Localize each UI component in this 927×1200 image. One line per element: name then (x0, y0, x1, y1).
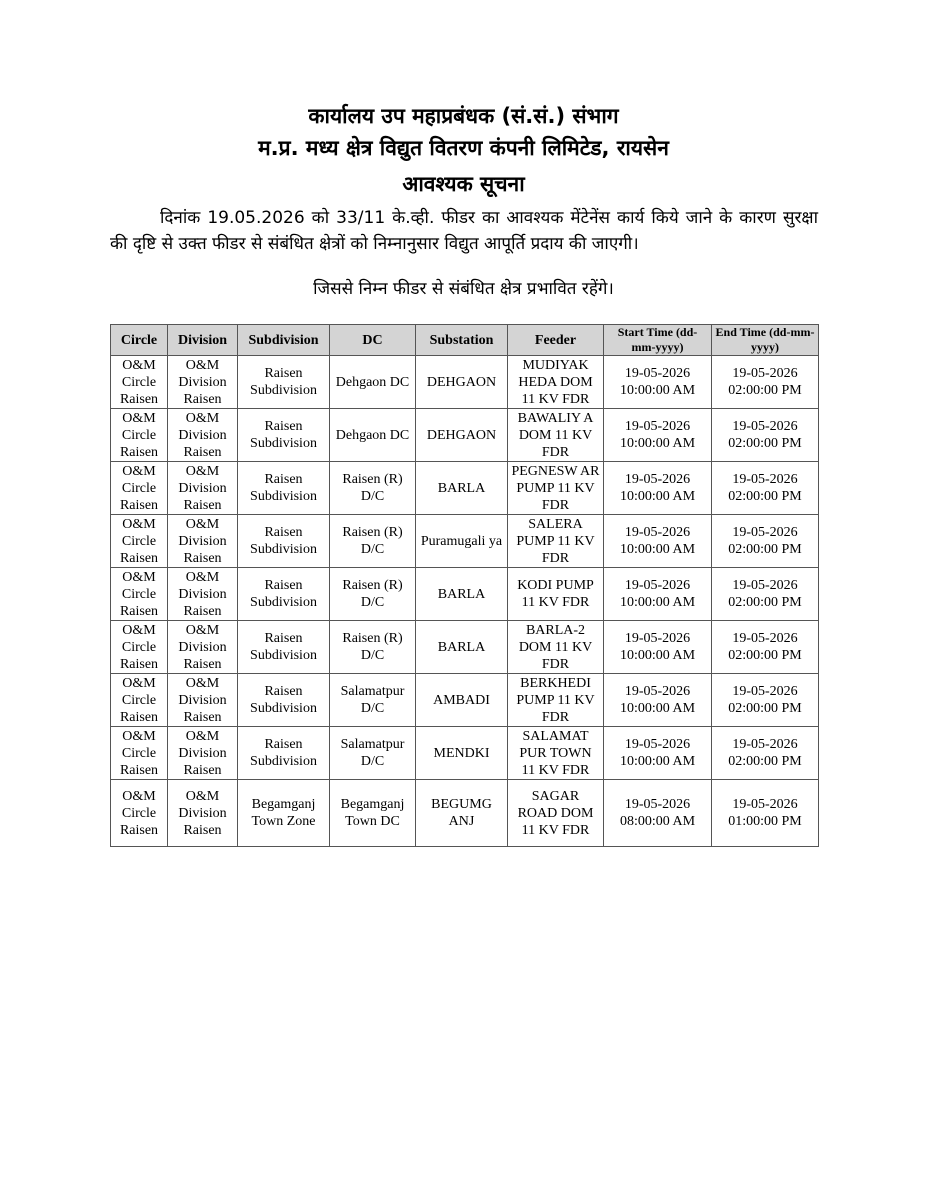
company-title: म.प्र. मध्य क्षेत्र विद्युत वितरण कंपनी लिमिटेड, रायसेन (258, 136, 669, 160)
letterhead (0, 100, 927, 164)
table-row (111, 674, 819, 727)
cell-subdivision: Raisen Subdivision (238, 409, 330, 462)
header-end-time: End Time (dd-mm-yyyy) (712, 325, 819, 356)
table-row (111, 621, 819, 674)
cell-division: O&M Division Raisen (168, 568, 238, 621)
cell-start-time: 19-05-2026 10:00:00 AM (604, 462, 712, 515)
cell-subdivision: Raisen Subdivision (238, 462, 330, 515)
cell-division: O&M Division Raisen (168, 674, 238, 727)
table-header-row (111, 325, 819, 356)
cell-end-time: 19-05-2026 02:00:00 PM (712, 568, 819, 621)
cell-dc: Raisen (R) D/C (330, 462, 416, 515)
office-title: कार्यालय उप महाप्रबंधक (सं.सं.) संभाग (308, 104, 619, 128)
cell-substation: AMBADI (416, 674, 508, 727)
cell-feeder: SALERA PUMP 11 KV FDR (508, 515, 604, 568)
cell-subdivision: Raisen Subdivision (238, 621, 330, 674)
cell-end-time: 19-05-2026 02:00:00 PM (712, 727, 819, 780)
header-feeder: Feeder (508, 325, 604, 356)
cell-feeder: BAWALIY A DOM 11 KV FDR (508, 409, 604, 462)
cell-start-time: 19-05-2026 08:00:00 AM (604, 780, 712, 847)
table-row (111, 568, 819, 621)
cell-dc: Raisen (R) D/C (330, 621, 416, 674)
cell-subdivision: Begamganj Town Zone (238, 780, 330, 847)
cell-dc: Begamganj Town DC (330, 780, 416, 847)
cell-dc: Raisen (R) D/C (330, 568, 416, 621)
cell-division: O&M Division Raisen (168, 462, 238, 515)
cell-end-time: 19-05-2026 02:00:00 PM (712, 515, 819, 568)
cell-end-time: 19-05-2026 01:00:00 PM (712, 780, 819, 847)
cell-substation: DEHGAON (416, 356, 508, 409)
cell-circle: O&M Circle Raisen (111, 780, 168, 847)
header-start-time: Start Time (dd-mm-yyyy) (604, 325, 712, 356)
cell-circle: O&M Circle Raisen (111, 356, 168, 409)
cell-division: O&M Division Raisen (168, 621, 238, 674)
cell-end-time: 19-05-2026 02:00:00 PM (712, 356, 819, 409)
cell-substation: DEHGAON (416, 409, 508, 462)
shutdown-schedule-table (110, 324, 819, 847)
cell-substation: Puramugali ya (416, 515, 508, 568)
cell-substation: BARLA (416, 621, 508, 674)
cell-end-time: 19-05-2026 02:00:00 PM (712, 674, 819, 727)
cell-subdivision: Raisen Subdivision (238, 356, 330, 409)
cell-feeder: MUDIYAK HEDA DOM 11 KV FDR (508, 356, 604, 409)
cell-start-time: 19-05-2026 10:00:00 AM (604, 515, 712, 568)
table-row (111, 409, 819, 462)
cell-dc: Dehgaon DC (330, 356, 416, 409)
cell-circle: O&M Circle Raisen (111, 515, 168, 568)
cell-feeder: BERKHEDI PUMP 11 KV FDR (508, 674, 604, 727)
cell-start-time: 19-05-2026 10:00:00 AM (604, 727, 712, 780)
header-subdivision: Subdivision (238, 325, 330, 356)
cell-division: O&M Division Raisen (168, 727, 238, 780)
cell-end-time: 19-05-2026 02:00:00 PM (712, 409, 819, 462)
cell-start-time: 19-05-2026 10:00:00 AM (604, 568, 712, 621)
cell-start-time: 19-05-2026 10:00:00 AM (604, 356, 712, 409)
cell-feeder: KODI PUMP 11 KV FDR (508, 568, 604, 621)
cell-circle: O&M Circle Raisen (111, 409, 168, 462)
cell-dc: Salamatpur D/C (330, 727, 416, 780)
cell-end-time: 19-05-2026 02:00:00 PM (712, 462, 819, 515)
table-row (111, 356, 819, 409)
header-circle: Circle (111, 325, 168, 356)
header-division: Division (168, 325, 238, 356)
header-substation: Substation (416, 325, 508, 356)
header-dc: DC (330, 325, 416, 356)
cell-dc: Salamatpur D/C (330, 674, 416, 727)
cell-feeder: PEGNESW AR PUMP 11 KV FDR (508, 462, 604, 515)
cell-circle: O&M Circle Raisen (111, 674, 168, 727)
cell-division: O&M Division Raisen (168, 780, 238, 847)
cell-substation: BARLA (416, 568, 508, 621)
notice-paragraph: दिनांक 19.05.2026 को 33/11 के.व्ही. फीडर का आवश्यक मेंटेनेंस कार्य किये जाने के कारण सुरक्षा की दृष्टि से उक्त फीडर से संबंधित क्षेत्रों को निम्नानुसार विद्युत आपूर्ति प्रदाय की जाएगी। (110, 208, 818, 254)
table-row (111, 515, 819, 568)
cell-subdivision: Raisen Subdivision (238, 674, 330, 727)
cell-feeder: SAGAR ROAD DOM 11 KV FDR (508, 780, 604, 847)
cell-dc: Dehgaon DC (330, 409, 416, 462)
cell-feeder: BARLA-2 DOM 11 KV FDR (508, 621, 604, 674)
cell-subdivision: Raisen Subdivision (238, 568, 330, 621)
table-row (111, 727, 819, 780)
cell-substation: BARLA (416, 462, 508, 515)
cell-start-time: 19-05-2026 10:00:00 AM (604, 674, 712, 727)
cell-circle: O&M Circle Raisen (111, 621, 168, 674)
cell-start-time: 19-05-2026 10:00:00 AM (604, 621, 712, 674)
cell-substation: BEGUMG ANJ (416, 780, 508, 847)
cell-end-time: 19-05-2026 02:00:00 PM (712, 621, 819, 674)
cell-division: O&M Division Raisen (168, 356, 238, 409)
cell-circle: O&M Circle Raisen (111, 462, 168, 515)
affected-areas-line: जिससे निम्न फीडर से संबंधित क्षेत्र प्रभावित रहेंगे। (313, 279, 614, 299)
cell-start-time: 19-05-2026 10:00:00 AM (604, 409, 712, 462)
notice-title: आवश्यक सूचना (402, 172, 525, 196)
cell-substation: MENDKI (416, 727, 508, 780)
cell-subdivision: Raisen Subdivision (238, 515, 330, 568)
cell-dc: Raisen (R) D/C (330, 515, 416, 568)
table-row (111, 780, 819, 847)
cell-circle: O&M Circle Raisen (111, 568, 168, 621)
cell-division: O&M Division Raisen (168, 409, 238, 462)
table-row (111, 462, 819, 515)
cell-feeder: SALAMAT PUR TOWN 11 KV FDR (508, 727, 604, 780)
cell-circle: O&M Circle Raisen (111, 727, 168, 780)
cell-division: O&M Division Raisen (168, 515, 238, 568)
cell-subdivision: Raisen Subdivision (238, 727, 330, 780)
